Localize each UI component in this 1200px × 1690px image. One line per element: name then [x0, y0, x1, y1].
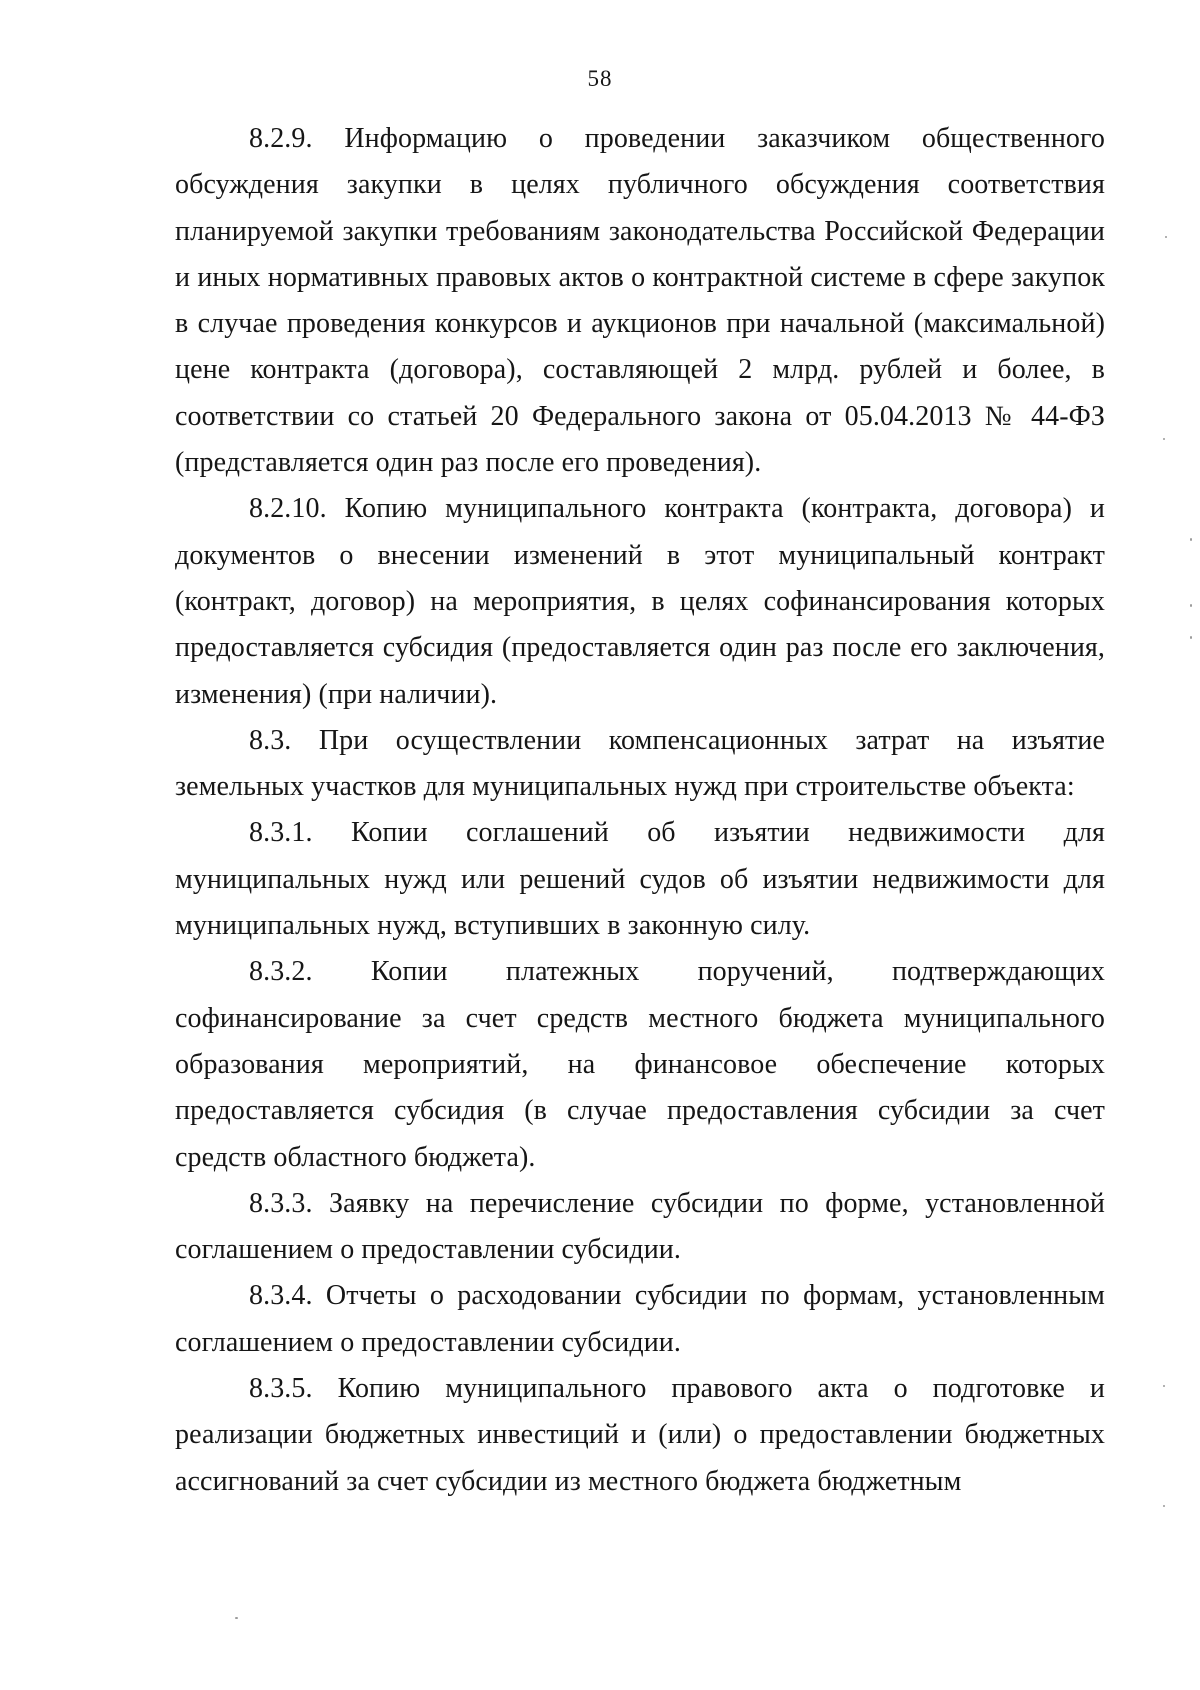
paragraph-8-2-9: 8.2.9. Информацию о проведении заказчиком общественного обсуждения закупки в целях публичного обсуждения соответствия планируемой закупки требованиям законодательства Российской Федерации и иных нормативных правовых актов о контрактной системе в сфере закупок в случае проведения конкурсов и аукционов при начальной (максимальной) цене контракта (договора), составляющей 2 млрд. рублей и более, в соответствии со статьей 20 Федерального закона от 05.04.2013 № 44-ФЗ (представляется один раз после его проведения). — [175, 123, 1105, 479]
paragraph-8-3-5: 8.3.5. Копию муниципального правового акта о подготовке и реализации бюджетных инвестиций и (или) о предоставлении бюджетных ассигнований за счет субсидии из местного бюджета бюджетным — [175, 1373, 1105, 1497]
scan-speck — [1163, 1505, 1165, 1507]
paragraph-8-3: 8.3. При осуществлении компенсационных затрат на изъятие земельных участков для муниципальных нужд при строительстве объекта: — [175, 724, 1105, 803]
scan-speck — [235, 1617, 238, 1619]
scan-speck — [1190, 538, 1192, 541]
paragraph-8-3-3: 8.3.3. Заявку на перечисление субсидии по форме, установленной соглашением о предоставлении субсидии. — [175, 1187, 1105, 1266]
scan-speck — [1163, 1385, 1165, 1387]
scan-speck — [1190, 604, 1192, 607]
paragraph-8-3-2: 8.3.2. Копии платежных поручений, подтверждающих софинансирование за счет средств местного бюджета муниципального образования мероприятий, на финансовое обеспечение которых предоставляется субсидия (в случае предоставления субсидии за счет средств областного бюджета). — [175, 956, 1105, 1173]
paragraph-8-3-1: 8.3.1. Копии соглашений об изъятии недвижимости для муниципальных нужд или решений судов об изъятии недвижимости для муниципальных нужд, вступивших в законную силу. — [175, 817, 1105, 942]
page-number: 58 — [587, 66, 613, 91]
paragraph-8-2-10: 8.2.10. Копию муниципального контракта (контракта, договора) и документов о внесении изменений в этот муниципальный контракт (контракт, договор) на мероприятия, в целях софинансирования которых предоставляется субсидия (предоставляется один раз после его заключения, изменения) (при наличии). — [175, 493, 1105, 710]
scan-speck — [1165, 236, 1167, 238]
document-body — [175, 116, 1105, 1505]
scan-speck — [1163, 438, 1165, 440]
scan-speck — [1190, 636, 1192, 639]
paragraph-8-3-4: 8.3.4. Отчеты о расходовании субсидии по формам, установленным соглашением о предоставлении субсидии. — [175, 1280, 1105, 1358]
